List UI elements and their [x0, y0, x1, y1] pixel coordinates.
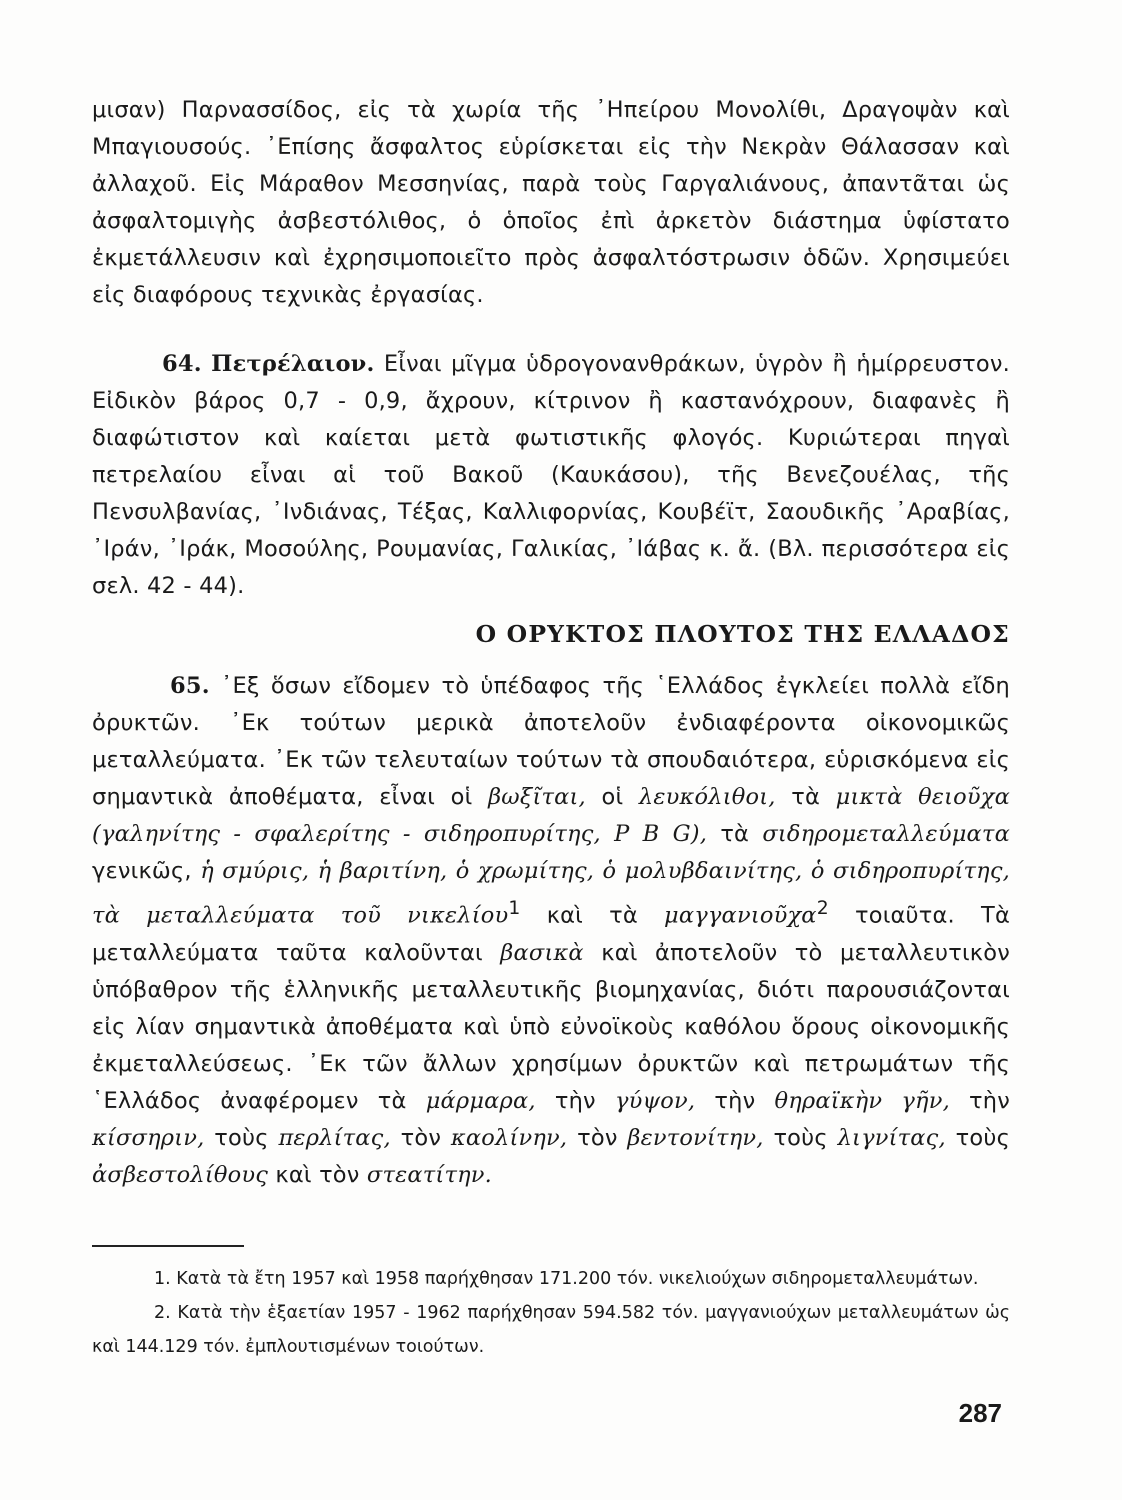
footnote-separator: [92, 1245, 244, 1247]
text-run: τὴν: [714, 1087, 756, 1114]
text-run: τὸν: [400, 1124, 442, 1151]
text-run: τοὺς: [773, 1124, 828, 1151]
italic-term: στεατίτην.: [366, 1161, 493, 1188]
italic-term: λιγνίτας,: [837, 1124, 946, 1151]
section-64-text: Εἶναι μῖγμα ὑδρογονανθράκων, ὑγρὸν ἢ ἡμίρρευστον. Εἰδικὸν βάρος 0,7 - 0,9, ἄχρουν, κίτρινον ἢ καστανόχρουν, διαφανὲς ἢ διαφώτιστον καὶ καίεται μετὰ φωτιστικῆς φλογός. Κυριώτεραι πηγαὶ πετρελαίου εἶναι αἱ τοῦ Βακοῦ (Καυκάσου), τῆς Βενεζουέλας, τῆς Πενσυλβανίας, ᾿Ινδιάνας, Τέξας, Καλλιφορνίας, Κουβέϊτ, Σαουδικῆς ᾿Αραβίας, ᾿Ιράν, ᾿Ιράκ, Μοσούλης, Ρουμανίας, Γαλικίας, ᾿Ιάβας κ. ἄ. (Βλ. περισσότερα εἰς σελ. 42 - 44).: [92, 351, 1010, 599]
italic-term: κίσσηριν,: [92, 1124, 205, 1151]
text-run: ᾿Εξ ὅσων εἴδομεν τὸ ὑπέδαφος τῆς ῾Ελλάδος ἐγκλείει πολλὰ εἴδη ὀρυκτῶν. ᾿Εκ τούτων μερικὰ ἀποτελοῦν ἐνδιαφέροντα οἰκονομικῶς μεταλλεύματα. ᾿Εκ τῶν τελευταίων τούτων τὰ σπουδαιότερα, εὑρισκόμενα εἰς σημαντικὰ ἀποθέματα, εἶναι οἱ: [92, 673, 1010, 810]
text-run: τὰ: [791, 784, 820, 810]
section-65-paragraph: [92, 668, 1010, 1194]
footnote-2: 2. Κατὰ τὴν ἑξαετίαν 1957 - 1962 παρήχθησαν 594.582 τόν. μαγγανιούχων μεταλλευμάτων ὡς καὶ 144.129 τόν. ἐμπλουτισμένων τοιούτων.: [92, 1303, 1010, 1357]
text-run: καὶ τὸν: [275, 1161, 360, 1188]
text-run: γενικῶς,: [92, 858, 192, 884]
italic-term: σιδηρομεταλλεύματα: [762, 821, 1010, 847]
text-run: τοὺς: [955, 1124, 1010, 1151]
italic-term: λευκόλιθοι,: [638, 784, 776, 810]
footnote-ref-2: 2: [816, 898, 829, 919]
italic-term: ἡ σμύρις, ἡ βαριτίνη, ὁ χρωμίτης, ὁ μολυβδαινίτης, ὁ σιδηροπυρίτης, τὰ μεταλλεύματα τοῦ νικελίου: [92, 858, 1010, 929]
text-run: P B G),: [614, 821, 708, 847]
page-number: 287: [958, 1398, 1002, 1428]
text-run: τὸν: [577, 1124, 618, 1151]
text-run: τὴν: [969, 1087, 1011, 1114]
section-64-number: 64.: [162, 351, 202, 377]
italic-term: θηραϊκὴν γῆν,: [774, 1087, 950, 1114]
paragraph-continued: μισαν) Παρνασσίδος, εἰς τὰ χωρία τῆς ᾿Ηπείρου Μονολίθι, Δραγοψὰν καὶ Μπαγιουσούς. ᾿Επίσης ἄσφαλτος εὑρίσκεται εἰς τὴν Νεκρὰν Θάλασσαν καὶ ἀλλαχοῦ. Εἰς Μάραθον Μεσσηνίας, παρὰ τοὺς Γαργαλιάνους, ἀπαντᾶται ὡς ἀσφαλτομιγὴς ἀσβεστόλιθος, ὁ ὁποῖος ἐπὶ ἀρκετὸν διάστημα ὑφίστατο ἐκμετάλλευσιν καὶ ἐχρησιμοποιεῖτο πρὸς ἀσφαλτόστρωσιν ὁδῶν. Χρησιμεύει εἰς διαφόρους τεχνικὰς ἐργασίας.: [92, 97, 1010, 308]
section-65-number: 65.: [170, 673, 210, 699]
italic-term: γύψον,: [614, 1087, 696, 1114]
italic-term: βασικὰ: [500, 939, 584, 966]
chapter-heading: Ο ΟΡΥΚΤΟΣ ΠΛΟΥΤΟΣ ΤΗΣ ΕΛΛΑΔΟΣ: [475, 620, 1010, 648]
italic-term: μάρμαρα,: [425, 1087, 536, 1114]
text-run: τὴν: [554, 1087, 596, 1114]
italic-term: βεντονίτην,: [627, 1124, 764, 1151]
italic-term: βωξῖται,: [488, 784, 586, 810]
text-run: τοὺς: [214, 1124, 269, 1151]
section-64-title: Πετρέλαιον.: [211, 351, 375, 377]
footnote-ref-1: 1: [508, 898, 521, 919]
text-run: καὶ ἀποτελοῦν τὸ μεταλλευτικὸν ὑπόβαθρον τῆς ἑλληνικῆς μεταλλευτικῆς βιομηχανίας, διότι παρουσιάζονται εἰς λίαν σημαντικὰ ἀποθέματα καὶ ὑπὸ εὐνοϊκοὺς καθόλου ὅρους οἰκονομικῆς ἐκμεταλλεύσεως. ᾿Εκ τῶν ἄλλων χρησίμων ὀρυκτῶν καὶ πετρωμάτων τῆς ῾Ελλάδος ἀναφέρομεν τὰ: [92, 939, 1010, 1114]
section-64-paragraph: [92, 346, 1010, 605]
text-run: τοιαῦτα. Τὰ μεταλλεύματα ταῦτα καλοῦνται: [92, 902, 1011, 966]
footnotes: [92, 1262, 1010, 1364]
italic-term: μαγγανιοῦχα: [664, 902, 817, 929]
text-run: τὰ: [720, 821, 750, 847]
italic-term: ἀσβεστολίθους: [92, 1161, 269, 1188]
text-run: καὶ τὰ: [546, 902, 638, 929]
italic-term: καολίνην,: [450, 1124, 568, 1151]
footnote-1: 1. Κατὰ τὰ ἔτη 1957 καὶ 1958 παρήχθησαν 171.200 τόν. νικελιούχων σιδηρομεταλλευμάτων.: [154, 1269, 979, 1289]
text-run: οἱ: [601, 784, 624, 810]
italic-term: περλίτας,: [278, 1124, 391, 1151]
italic-term: μικτὰ θειοῦχα (γαληνίτης - σφαλερίτης - σιδηροπυρίτης,: [92, 784, 1010, 847]
